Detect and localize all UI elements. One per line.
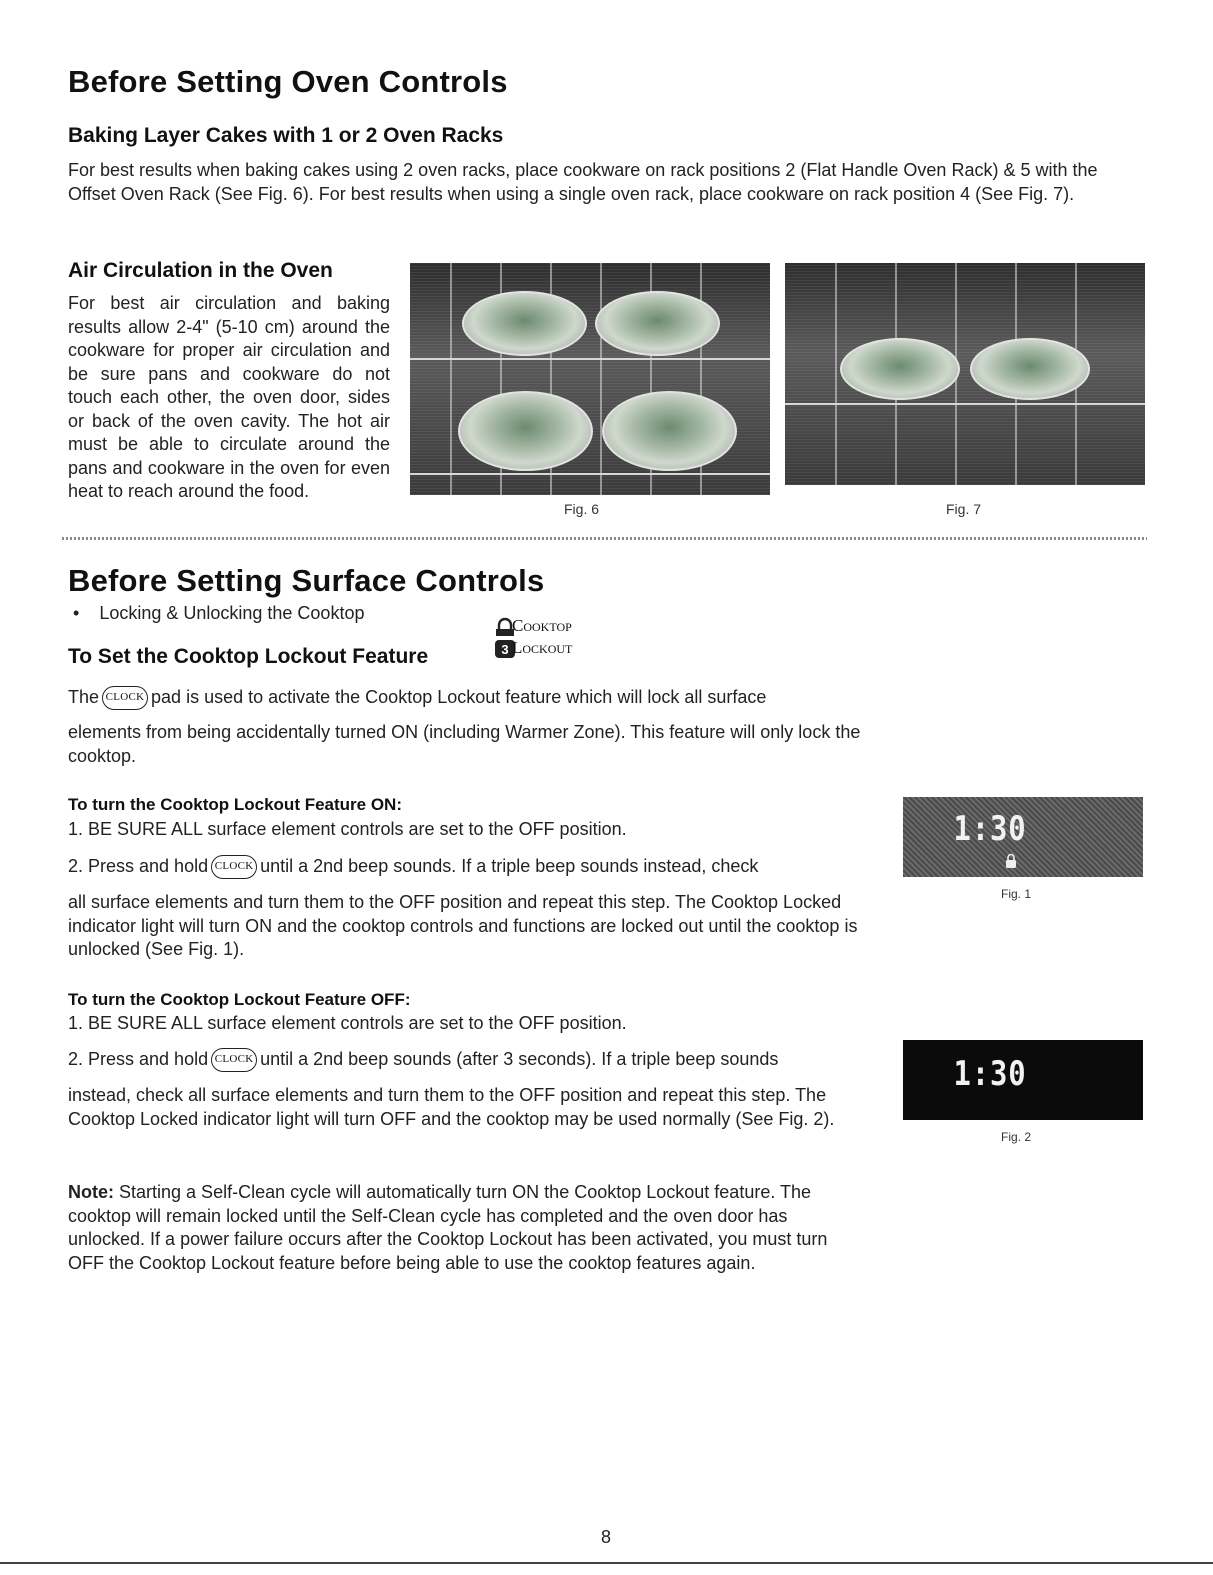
section-divider — [62, 537, 1147, 540]
lockout-intro-line1: The CLOCK pad is used to activate the Cooktop Lockout feature which will lock all surface — [68, 686, 868, 710]
clock-pad-button: CLOCK — [102, 686, 148, 710]
page-number: 8 — [601, 1527, 612, 1547]
note-paragraph — [68, 1181, 868, 1275]
section1-subtitle: Baking Layer Cakes with 1 or 2 Oven Racks — [68, 124, 504, 147]
lockout-badge-number: 3 — [501, 642, 509, 657]
section2-title: Before Setting Surface Controls — [68, 563, 545, 598]
cooktop-lockout-label — [494, 616, 634, 664]
air-circulation-title: Air Circulation in the Oven — [68, 259, 333, 282]
lockout-label-line2: Lockout — [512, 638, 573, 657]
note-label: Note: — [68, 1182, 114, 1202]
fig6-oven-photo — [410, 263, 770, 495]
bullet-item: • Locking & Unlocking the Cooktop — [73, 603, 365, 623]
fig6-caption: Fig. 6 — [564, 501, 600, 517]
fig2-display-time: 1:30 — [953, 1054, 1027, 1094]
on-step2-line1: 2. Press and hold CLOCK until a 2nd beep sounds. If a triple beep sounds instead, check — [68, 855, 868, 879]
section1-intro: For best results when baking cakes using 2 oven racks, place cookware on rack positions 2 (Flat Handle Oven Rack) & 5 with the Offset Oven Rack (See Fig. 6). For best results when using a single oven rack, place cookware on rack position 4 (See Fig. 7). — [68, 160, 1098, 204]
fig7-caption: Fig. 7 — [946, 501, 982, 517]
on-step2-rest: all surface elements and turn them to the OFF position and repeat this step. The Cooktop Locked indicator light will turn ON and the cooktop controls and functions are locked out until the cooktop is unlocked (See Fig. 1). — [68, 892, 858, 959]
page-bottom-rule — [0, 1562, 1213, 1564]
fig1-display — [903, 797, 1143, 877]
off-heading: To turn the Cooktop Lockout Feature OFF: — [68, 990, 411, 1009]
lockout-intro-rest: elements from being accidentally turned ON (including Warmer Zone). This feature will only lock the cooktop. — [68, 722, 861, 766]
note-text: Starting a Self-Clean cycle will automatically turn ON the Cooktop Lockout feature. The cooktop will remain locked until the Self-Clean cycle has completed and the oven door has unlocked. If a power failure occurs after the Cooktop Lockout has been activated, you must turn OFF the Cooktop Lockout feature before being able to use the cooktop features again. — [68, 1182, 828, 1273]
lock-icon — [1005, 853, 1017, 869]
off-step2-rest: instead, check all surface elements and turn them to the OFF position and repeat this step. The Cooktop Locked indicator light will turn OFF and the cooktop may be used normally (See Fig. 2). — [68, 1085, 835, 1129]
fig2-caption: Fig. 2 — [1001, 1130, 1032, 1144]
fig2-display — [903, 1040, 1143, 1120]
off-step2-line1: 2. Press and hold CLOCK until a 2nd beep sounds (after 3 seconds). If a triple beep sounds — [68, 1048, 888, 1072]
clock-pad-button: CLOCK — [211, 1048, 257, 1072]
clock-pad-button: CLOCK — [211, 855, 257, 879]
lockout-subtitle: To Set the Cooktop Lockout Feature — [68, 645, 429, 668]
bullet-text: Locking & Unlocking the Cooktop — [99, 603, 365, 623]
fig1-caption: Fig. 1 — [1001, 887, 1032, 901]
on-heading: To turn the Cooktop Lockout Feature ON: — [68, 795, 402, 814]
fig7-oven-photo — [785, 263, 1145, 485]
section1-title: Before Setting Oven Controls — [68, 64, 508, 99]
fig1-display-time: 1:30 — [953, 809, 1027, 849]
lockout-label-line1: Cooktop — [512, 616, 572, 635]
off-step1: 1. BE SURE ALL surface element controls are set to the OFF position. — [68, 1013, 627, 1033]
on-step1: 1. BE SURE ALL surface element controls are set to the OFF position. — [68, 819, 627, 839]
air-circulation-text: For best air circulation and baking results allow 2-4" (5-10 cm) around the cookware for proper air circulation and be sure pans and cookware do not touch each other, the oven door, sides or back of the oven cavity. The hot air must be able to circulate around the pans and cookware in the oven for even heat to reach around the food. — [68, 293, 390, 501]
